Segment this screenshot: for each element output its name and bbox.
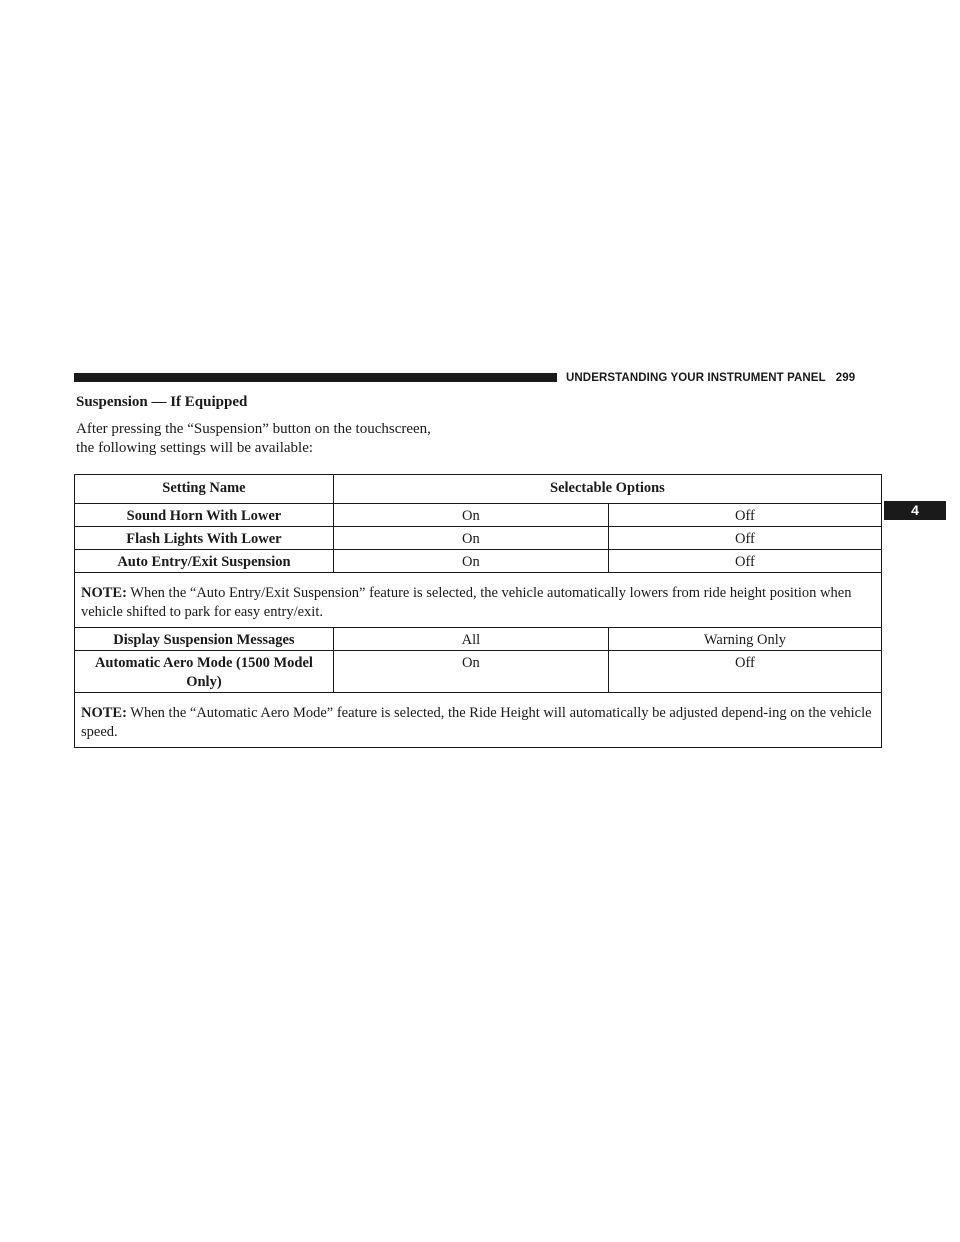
page-number: 299 <box>835 372 856 384</box>
note-cell <box>75 573 882 628</box>
note-label: NOTE: <box>81 585 127 601</box>
setting-name: Flash Lights With Lower <box>75 527 334 550</box>
setting-name: Display Suspension Messages <box>75 628 334 651</box>
option-1: All <box>333 628 608 651</box>
setting-name: Automatic Aero Mode (1500 Model Only) <box>75 651 334 693</box>
table-row <box>75 504 882 527</box>
section-title: Suspension — If Equipped <box>76 394 248 410</box>
table-row <box>75 550 882 573</box>
option-2: Off <box>608 527 881 550</box>
table-row <box>75 628 882 651</box>
table-note-row <box>75 573 882 628</box>
chapter-tab: 4 <box>884 501 946 520</box>
note-text: When the “Automatic Aero Mode” feature is selected, the Ride Height will automatically be adjusted depend-ing on the vehicle speed. <box>81 705 872 740</box>
table-note-row <box>75 693 882 748</box>
header-selectable-options: Selectable Options <box>333 475 881 504</box>
header-section-title: UNDERSTANDING YOUR INSTRUMENT PANEL <box>566 372 826 384</box>
intro-paragraph <box>76 420 486 458</box>
setting-name: Sound Horn With Lower <box>75 504 334 527</box>
header-rule <box>74 373 557 382</box>
note-label: NOTE: <box>81 705 127 721</box>
settings-table <box>74 474 882 748</box>
option-1: On <box>333 527 608 550</box>
running-header <box>566 370 886 386</box>
table-row <box>75 527 882 550</box>
setting-name: Auto Entry/Exit Suspension <box>75 550 334 573</box>
option-2: Off <box>608 504 881 527</box>
table-row <box>75 651 882 693</box>
option-1: On <box>333 504 608 527</box>
header-setting-name: Setting Name <box>75 475 334 504</box>
note-text: When the “Auto Entry/Exit Suspension” feature is selected, the vehicle automatically lowers from ride height position when vehicle shifted to park for easy entry/exit. <box>81 585 852 620</box>
option-2: Off <box>608 651 881 693</box>
option-1: On <box>333 651 608 693</box>
table-header-row <box>75 475 882 504</box>
intro-line-2: the following settings will be available: <box>76 440 314 456</box>
intro-line-1: After pressing the “Suspension” button on the touchscreen, <box>76 421 431 437</box>
note-cell <box>75 693 882 748</box>
option-1: On <box>333 550 608 573</box>
option-2: Warning Only <box>608 628 881 651</box>
option-2: Off <box>608 550 881 573</box>
